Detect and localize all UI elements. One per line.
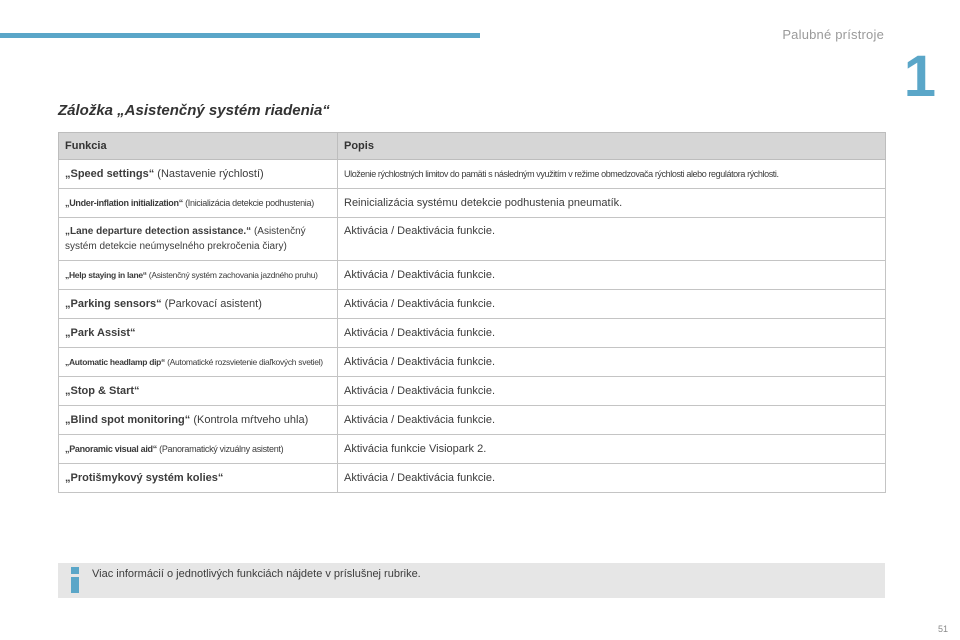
function-cell	[59, 160, 338, 189]
table-row	[59, 160, 886, 189]
table-row	[59, 189, 886, 218]
function-cell	[59, 189, 338, 218]
header-accent-bar	[0, 33, 480, 38]
function-name: „Speed settings“	[65, 168, 155, 180]
function-name: „Stop & Start“	[65, 385, 140, 397]
description-cell: Aktivácia funkcie Visiopark 2.	[338, 435, 886, 464]
description-cell: Aktivácia / Deaktivácia funkcie.	[338, 377, 886, 406]
function-detail: (Automatické rozsvietenie diaľkových svetiel)	[165, 357, 323, 367]
chapter-number: 1	[903, 44, 936, 109]
function-name: „Under-inflation initialization“	[65, 198, 183, 208]
table-row	[59, 464, 886, 493]
info-icon	[70, 567, 80, 593]
function-cell	[59, 464, 338, 493]
function-cell	[59, 348, 338, 377]
function-cell	[59, 435, 338, 464]
function-detail: (Nastavenie rýchlostí)	[154, 168, 264, 180]
chapter-title: Palubné prístroje	[782, 27, 884, 42]
table-row	[59, 348, 886, 377]
info-box	[58, 563, 885, 598]
description-cell: Aktivácia / Deaktivácia funkcie.	[338, 348, 886, 377]
feature-table	[58, 132, 886, 493]
description-cell: Aktivácia / Deaktivácia funkcie.	[338, 464, 886, 493]
page-number: 51	[937, 624, 948, 634]
function-cell	[59, 406, 338, 435]
description-cell: Aktivácia / Deaktivácia funkcie.	[338, 290, 886, 319]
function-name: „Protišmykový systém kolies“	[65, 472, 224, 484]
table-row	[59, 319, 886, 348]
column-header-description: Popis	[338, 133, 886, 160]
function-cell	[59, 377, 338, 406]
function-name: „Help staying in lane“	[65, 270, 147, 280]
description-cell: Reinicializácia systému detekcie podhustenia pneumatík.	[338, 189, 886, 218]
function-detail: (Kontrola mŕtveho uhla)	[190, 414, 309, 426]
function-cell	[59, 218, 338, 261]
info-text: Viac informácií o jednotlivých funkciách nájdete v príslušnej rubrike.	[92, 568, 421, 580]
description-cell: Uloženie rýchlostných limitov do pamäti s následným využitím v režime obmedzovača rýchlosti alebo regulátora rýchlosti.	[338, 160, 886, 189]
function-name: „Parking sensors“	[65, 298, 162, 310]
function-detail: (Panoramatický vizuálny asistent)	[156, 444, 284, 454]
table-row	[59, 377, 886, 406]
function-detail: (Asistenčný systém detekcie neúmyselného prekročenia čiary)	[65, 226, 306, 252]
table-row	[59, 406, 886, 435]
function-name: „Panoramic visual aid“	[65, 444, 157, 454]
function-name: „Automatic headlamp dip“	[65, 357, 166, 367]
description-cell: Aktivácia / Deaktivácia funkcie.	[338, 261, 886, 290]
section-title: Záložka „Asistenčný systém riadenia“	[58, 102, 330, 119]
description-cell: Aktivácia / Deaktivácia funkcie.	[338, 218, 886, 261]
function-name: „Park Assist“	[65, 327, 136, 339]
function-name: „Blind spot monitoring“	[65, 414, 191, 426]
column-header-function: Funkcia	[59, 133, 338, 160]
function-cell	[59, 319, 338, 348]
function-cell	[59, 290, 338, 319]
function-detail: (Parkovací asistent)	[161, 298, 262, 310]
table-row	[59, 290, 886, 319]
table-row	[59, 435, 886, 464]
function-cell	[59, 261, 338, 290]
description-cell: Aktivácia / Deaktivácia funkcie.	[338, 406, 886, 435]
function-detail: (Inicializácia detekcie podhustenia)	[182, 198, 314, 208]
table-row	[59, 261, 886, 290]
function-name: „Lane departure detection assistance.“	[65, 226, 252, 237]
table-row	[59, 218, 886, 261]
function-detail: (Asistenčný systém zachovania jazdného pruhu)	[146, 270, 318, 280]
table-header-row	[59, 133, 886, 160]
description-cell: Aktivácia / Deaktivácia funkcie.	[338, 319, 886, 348]
